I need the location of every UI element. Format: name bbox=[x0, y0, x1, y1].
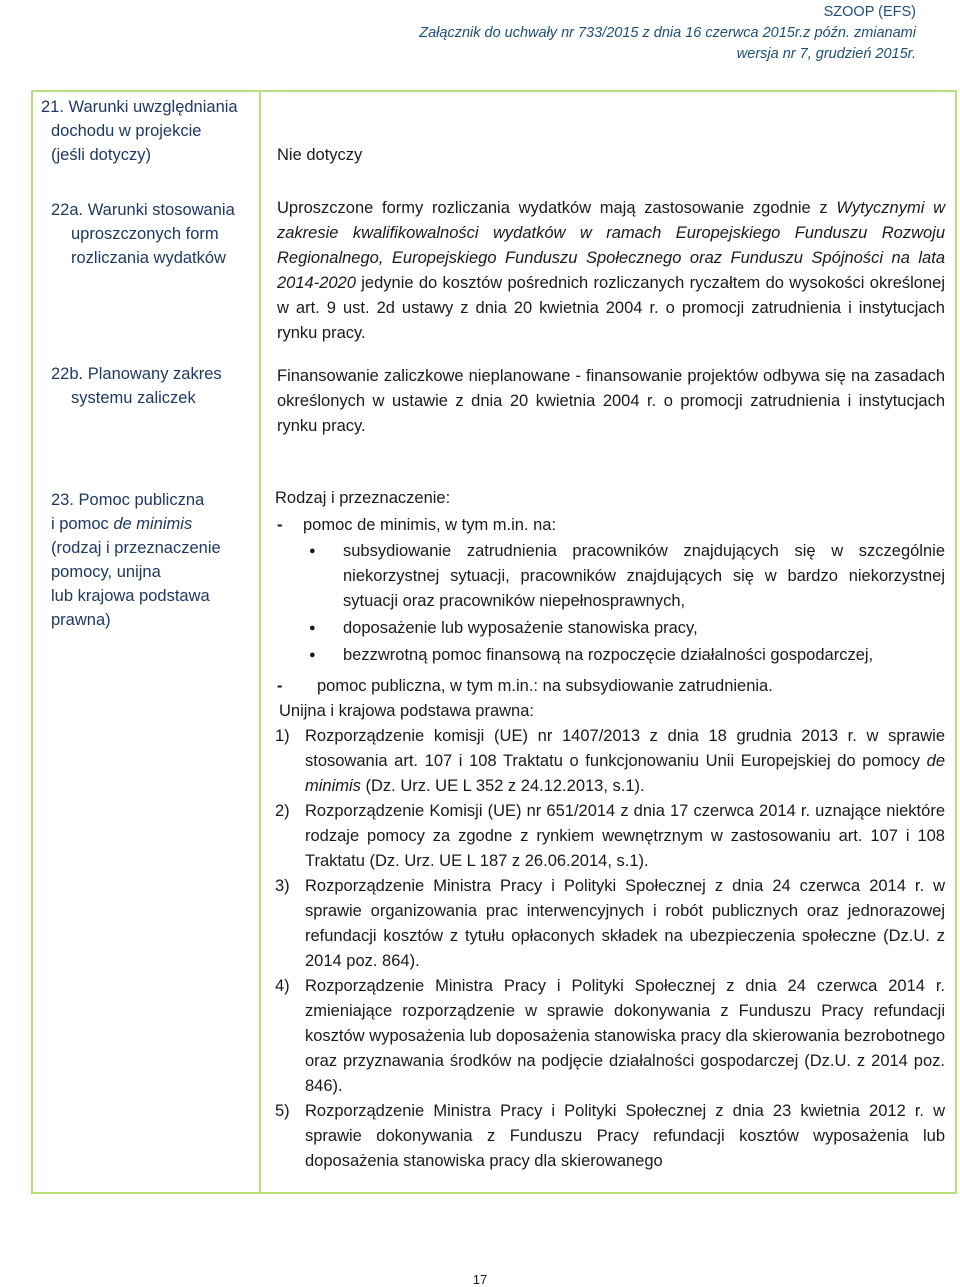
row-22a-text-c: jedynie do kosztów pośrednich rozliczanych ryczałtem do wysokości określonej w art. 9 ust. 2d ustawy z dnia 20 kwietnia 2004 r. o promocji zatrudnienia i instytucjach rynku pracy. bbox=[277, 274, 945, 342]
row-21-value: Nie dotyczy bbox=[277, 146, 363, 164]
list-item: 2) Rozporządzenie Komisji (UE) nr 651/2014 z dnia 17 czerwca 2014 r. uznające niektóre rodzaje pomocy za zgodne z rynkiem wewnętrznym w zastosowaniu art. 107 i 108 Traktatu (Dz. Urz. UE L 187 z 26.06.2014, s.1). bbox=[275, 802, 945, 870]
list-item: 5) Rozporządzenie Ministra Pracy i Polityki Społecznej z dnia 23 kwietnia 2012 r. w sprawie dokonywania z Funduszu Pracy refundacji kosztów wyposażenia lub doposażenia stanowiska pracy dla skierowanego bbox=[275, 1102, 945, 1170]
list-item: 1) Rozporządzenie komisji (UE) nr 1407/2013 z dnia 18 grudnia 2013 r. w sprawie stosowania art. 107 i 108 Traktatu o funkcjonowaniu Unii Europejskiej do pomocy de minimis (Dz. Urz. UE L 352 z 24.12.2013, s.1). bbox=[275, 727, 945, 795]
row-23-label-line6: prawna) bbox=[51, 611, 111, 629]
row-21-label-cell bbox=[32, 91, 260, 184]
row-23-label-cell bbox=[32, 480, 260, 1193]
header-program: SZOOP (EFS) bbox=[823, 4, 916, 20]
aid-de-minimis-item: - pomoc de minimis, w tym m.in. na: bbox=[277, 516, 557, 534]
legal-basis-list bbox=[275, 724, 945, 1174]
table-row-23 bbox=[32, 480, 956, 1193]
row-22b-number: 22b. bbox=[51, 365, 84, 383]
table-row-22a bbox=[32, 184, 956, 352]
table-row-21 bbox=[32, 91, 956, 184]
aid-public-text: pomoc publiczna, w tym m.in.: na subsydiowanie zatrudnienia. bbox=[317, 677, 773, 695]
row-22a-label-line2: uproszczonych form bbox=[71, 225, 219, 243]
row-22b-label-line2: systemu zaliczek bbox=[71, 389, 196, 407]
row-22b-label-line1: Planowany zakres bbox=[87, 365, 222, 383]
list-item: 4) Rozporządzenie Ministra Pracy i Polityki Społecznej z dnia 24 czerwca 2014 r. zmieniające rozporządzenie w sprawie dokonywania z Funduszu Pracy refundacji kosztów wyposażenia lub doposażenia stanowiska pracy dla skierowania bezrobotnego oraz przyznawania środków na podjęcie działalności gospodarczej (Dz.U. z 2014 poz. 846). bbox=[275, 977, 945, 1095]
row-22a-value bbox=[261, 184, 955, 346]
row-22a-label-cell bbox=[32, 184, 260, 352]
row-21-label-line2: dochodu w projekcie bbox=[51, 122, 202, 140]
row-23-label-line3: (rodzaj i przeznaczenie bbox=[51, 539, 221, 557]
row-23-label-line4: pomocy, unijna bbox=[51, 563, 161, 581]
row-22a-label-line3: rozliczania wydatków bbox=[71, 249, 226, 267]
list-item: ● bezzwrotną pomoc finansową na rozpoczęcie działalności gospodarczej, bbox=[305, 643, 945, 668]
row-23-number: 23. bbox=[51, 491, 74, 509]
list-item: 3) Rozporządzenie Ministra Pracy i Polityki Społecznej z dnia 24 czerwca 2014 r. w sprawie organizowania prac interwencyjnych i robót publicznych oraz jednorazowej refundacji kosztów z tytułu opłaconych składek na ubezpieczenia społeczne (Dz.U. z 2014 poz. 864). bbox=[275, 877, 945, 970]
table-row-22b bbox=[32, 352, 956, 480]
aid-type-heading: Rodzaj i przeznaczenie: bbox=[275, 489, 451, 507]
row-23-label-line5: lub krajowa podstawa bbox=[51, 587, 210, 605]
de-minimis-bullet-list bbox=[305, 539, 945, 668]
row-23-value-cell bbox=[260, 480, 956, 1193]
document-header bbox=[419, 2, 916, 65]
row-23-label-line1: Pomoc publiczna bbox=[78, 491, 205, 509]
criteria-table bbox=[31, 90, 957, 1194]
aid-public-item: - pomoc publiczna, w tym m.in.: na subsydiowanie zatrudnienia. bbox=[277, 677, 773, 695]
row-22a-text-a: Uproszczone formy rozliczania wydatków mają zastosowanie zgodnie z bbox=[277, 199, 837, 217]
row-22a-guidelines-title: Wytycznymi w zakresie kwalifikowalności wydatków w ramach Europejskiego Funduszu Rozwoju Regionalnego, Europejskiego Funduszu Społecznego oraz Funduszu Spójności na lata 2014-2020 bbox=[277, 199, 945, 292]
row-21-label-line1: Warunki uwzględniania bbox=[68, 98, 238, 116]
list-item: ● subsydiowanie zatrudnienia pracowników znajdujących się w szczególnie niekorzystnej sytuacji, pracowników znajdujących się w bardzo niekorzystnej sytuacji oraz pracowników niepełnosprawnych, bbox=[305, 539, 945, 614]
page-number: 17 bbox=[472, 1272, 488, 1287]
aid-de-minimis-text: pomoc de minimis, w tym m.in. na: bbox=[303, 516, 557, 534]
row-22a-number: 22a. bbox=[51, 201, 84, 219]
legal-basis-heading: Unijna i krajowa podstawa prawna: bbox=[279, 702, 534, 720]
row-22b-value-cell bbox=[260, 352, 956, 480]
row-21-value-cell bbox=[260, 91, 956, 184]
row-22b-value: Finansowanie zaliczkowe nieplanowane - finansowanie projektów odbywa się na zasadach określonych w ustawie z dnia 20 kwietnia 2004 r. o promocji zatrudnienia i instytucjach rynku pracy. bbox=[277, 367, 945, 435]
row-21-number: 21. bbox=[41, 98, 64, 116]
row-23-label-line2: i pomoc de minimis bbox=[51, 515, 193, 533]
header-resolution: Załącznik do uchwały nr 733/2015 z dnia 16 czerwca 2015r.z późn. zmianami bbox=[419, 25, 916, 41]
row-22a-value-cell bbox=[260, 184, 956, 352]
row-21-label-line3: (jeśli dotyczy) bbox=[51, 146, 151, 164]
row-22a-label-line1: Warunki stosowania bbox=[87, 201, 235, 219]
list-item: ● doposażenie lub wyposażenie stanowiska pracy, bbox=[305, 616, 945, 641]
header-version: wersja nr 7, grudzień 2015r. bbox=[736, 46, 916, 62]
row-22b-label-cell bbox=[32, 352, 260, 480]
